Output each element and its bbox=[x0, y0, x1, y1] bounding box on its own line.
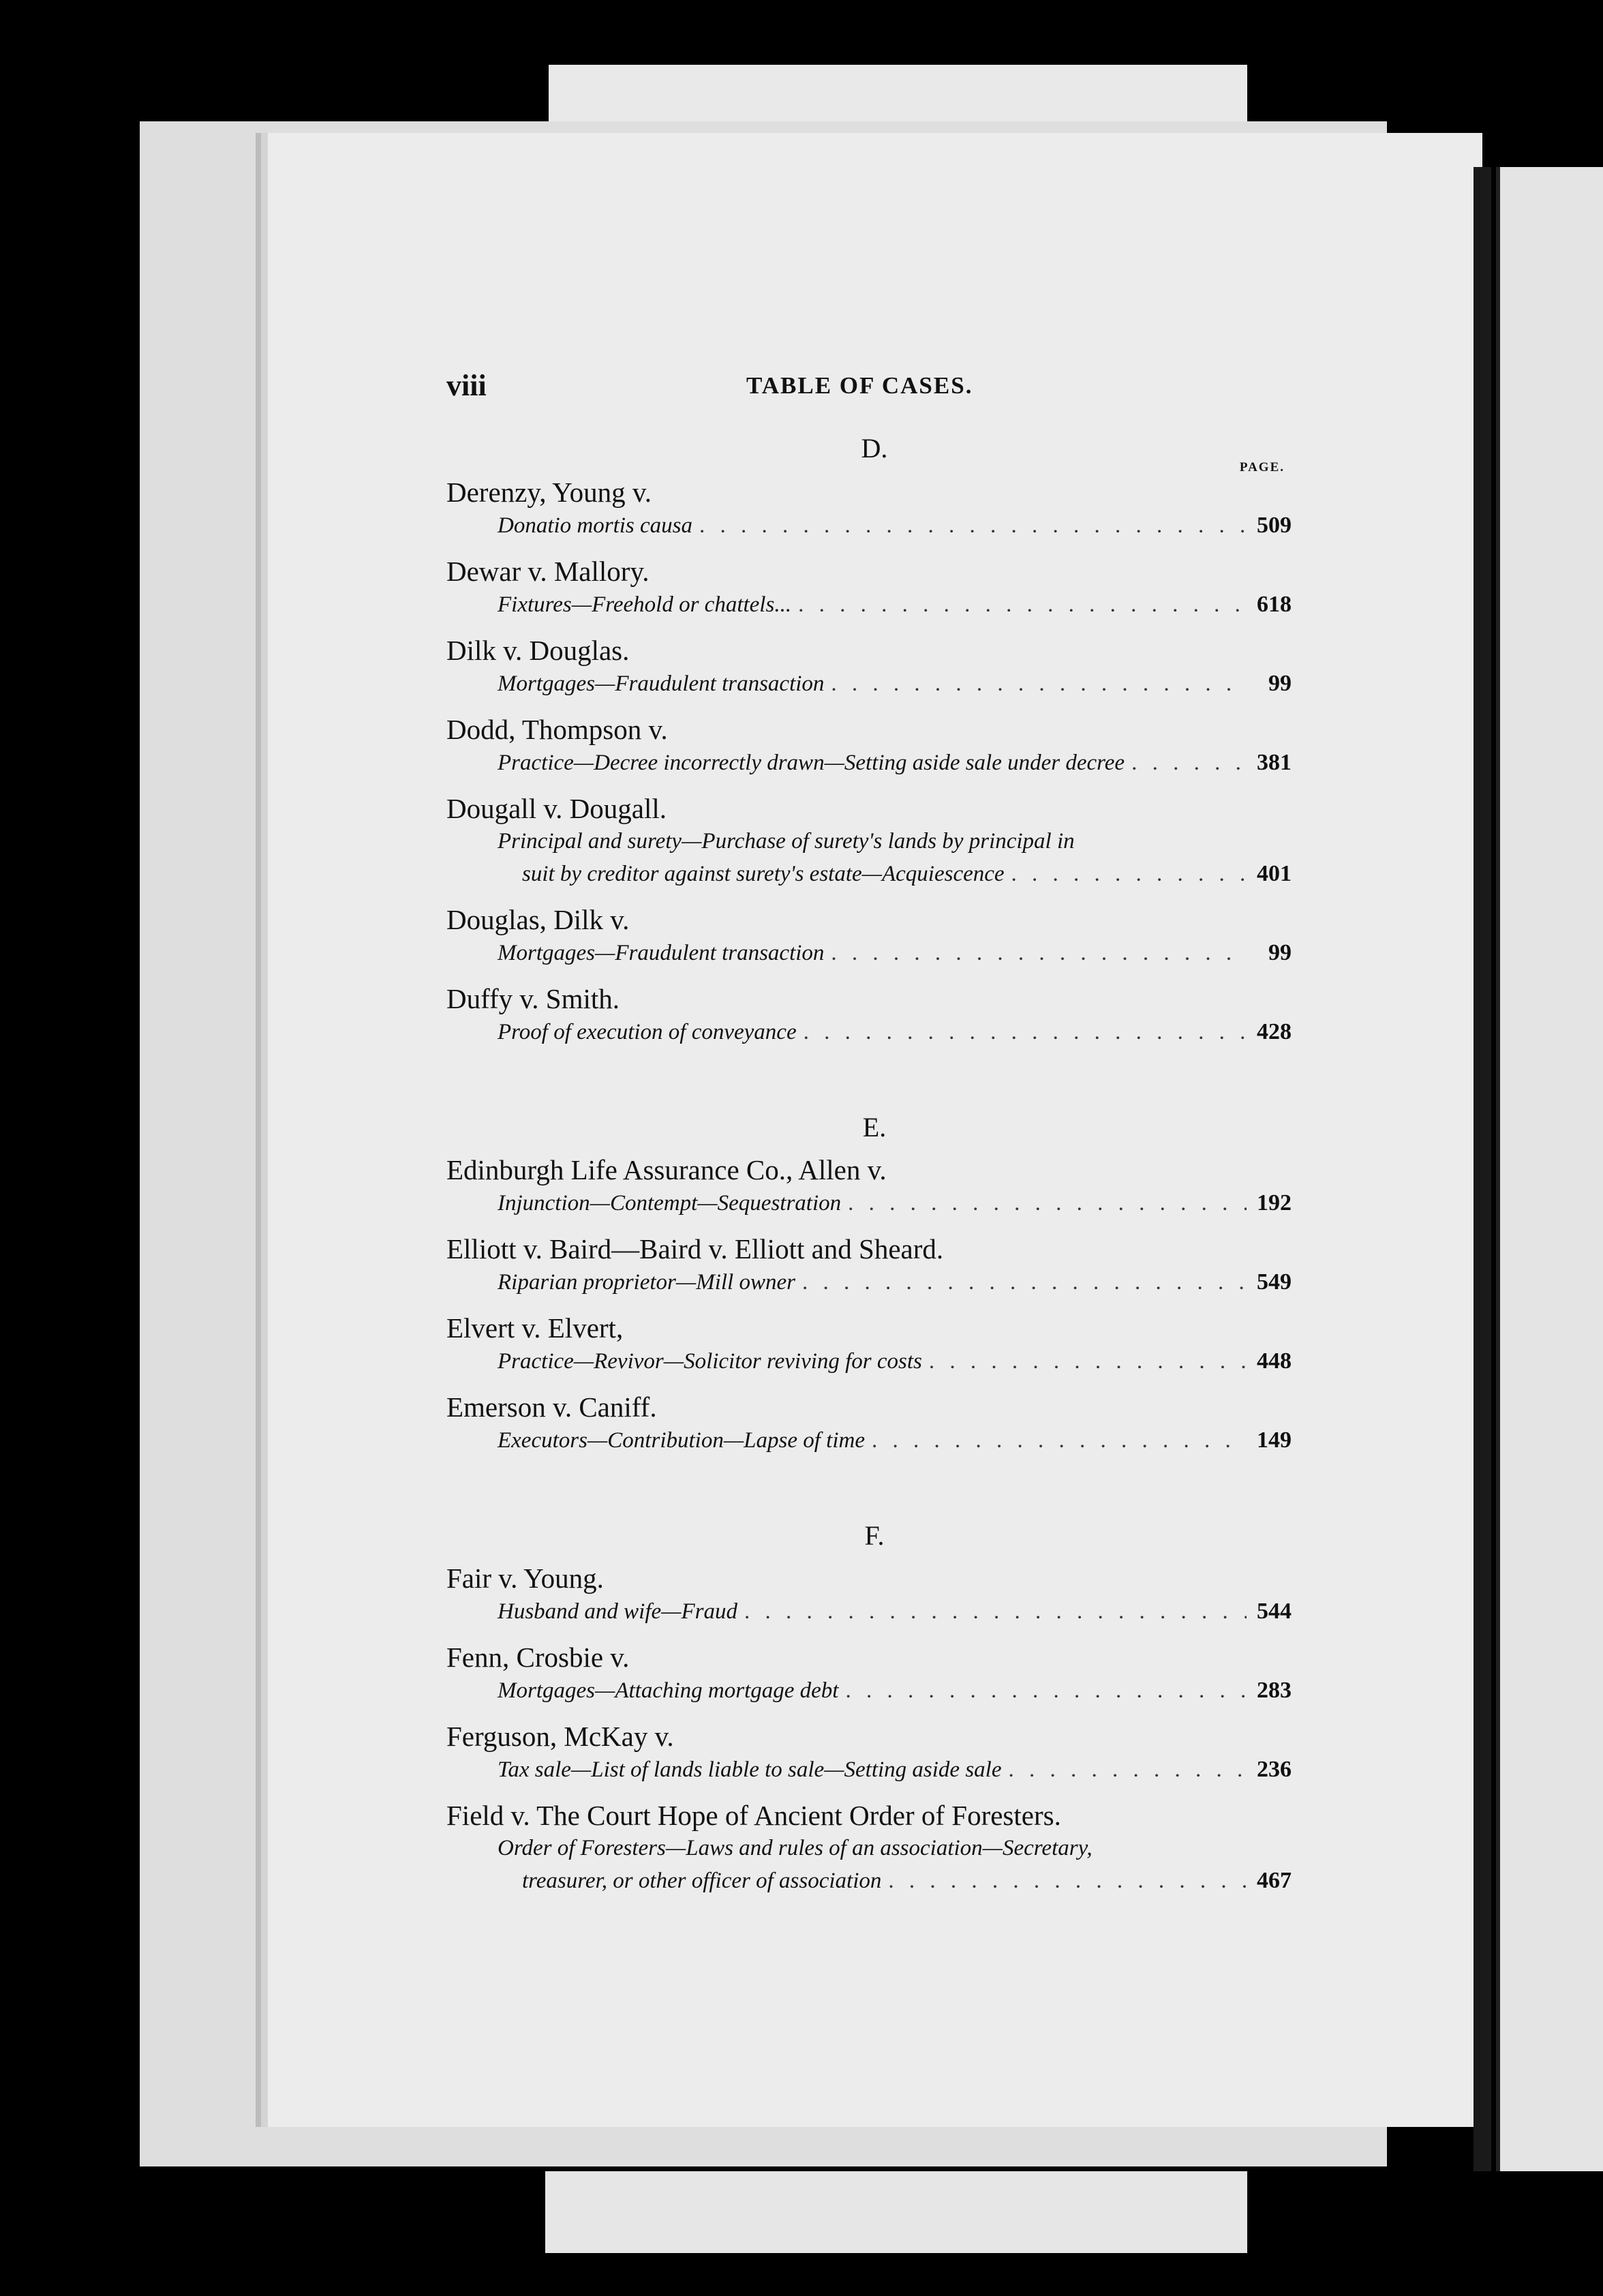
case-title: Emerson v. Caniff. bbox=[446, 1391, 657, 1423]
case-subject bbox=[446, 1674, 1292, 1719]
section-letter: E. bbox=[862, 1112, 887, 1143]
page-number: 467 bbox=[1257, 1868, 1292, 1893]
page-number: 448 bbox=[1257, 1348, 1292, 1374]
dot-leader bbox=[699, 510, 1247, 542]
case-entry bbox=[446, 903, 1292, 982]
section-letter: F. bbox=[864, 1520, 885, 1551]
case-subject bbox=[446, 1753, 1292, 1798]
subject-text: Tax sale—List of lands liable to sale—Setting aside sale bbox=[498, 1757, 1002, 1782]
case-entry bbox=[446, 1798, 1292, 1909]
case-title: Douglas, Dilk v. bbox=[446, 904, 630, 935]
page-gutter-shadow bbox=[1474, 167, 1491, 2171]
page-number: 381 bbox=[1257, 750, 1292, 775]
dot-leader bbox=[1008, 1754, 1247, 1786]
dot-leader bbox=[929, 1346, 1247, 1378]
subject-last-line bbox=[498, 1266, 1292, 1299]
dot-leader bbox=[831, 937, 1247, 969]
case-entry bbox=[446, 1390, 1292, 1469]
page-number: 618 bbox=[1257, 592, 1292, 617]
page-column-label: PAGE. bbox=[1239, 460, 1285, 474]
case-title: Dewar v. Mallory. bbox=[446, 556, 650, 587]
subject-text: Mortgages—Fraudulent transaction bbox=[498, 941, 825, 965]
subject-last-line bbox=[498, 1864, 1292, 1897]
dot-leader bbox=[845, 1675, 1247, 1707]
case-title: Fair v. Young. bbox=[446, 1562, 604, 1594]
case-title: Edinburgh Life Assurance Co., Allen v. bbox=[446, 1154, 887, 1185]
dot-leader bbox=[888, 1865, 1247, 1897]
subject-text: treasurer, or other officer of association bbox=[522, 1869, 882, 1893]
case-entry bbox=[446, 791, 1292, 903]
case-subject bbox=[446, 1187, 1292, 1232]
page-header bbox=[446, 368, 1292, 409]
page-number: 401 bbox=[1257, 861, 1292, 886]
case-subject bbox=[446, 667, 1292, 712]
case-entry bbox=[446, 982, 1292, 1061]
subject-text: Riparian proprietor—Mill owner bbox=[498, 1270, 795, 1295]
dot-leader bbox=[744, 1596, 1247, 1628]
subject-text: Mortgages—Attaching mortgage debt bbox=[498, 1678, 839, 1703]
case-entry bbox=[446, 475, 1292, 554]
subject-text: suit by creditor against surety's estate—Acquiescence bbox=[522, 862, 1005, 886]
case-entry bbox=[446, 1311, 1292, 1390]
case-title: Dodd, Thompson v. bbox=[446, 714, 668, 745]
subject-text: Practice—Revivor—Solicitor reviving for costs bbox=[498, 1349, 922, 1374]
page-number: 549 bbox=[1257, 1269, 1292, 1295]
table-of-cases bbox=[446, 368, 1292, 1937]
case-subject bbox=[446, 1345, 1292, 1390]
subject-last-line bbox=[498, 1674, 1292, 1707]
case-title: Dilk v. Douglas. bbox=[446, 635, 630, 666]
case-subject bbox=[446, 937, 1292, 982]
case-entry bbox=[446, 1153, 1292, 1232]
page-number: 99 bbox=[1268, 940, 1292, 965]
case-entry bbox=[446, 712, 1292, 791]
case-title: Duffy v. Smith. bbox=[446, 983, 620, 1014]
dot-leader bbox=[802, 1267, 1247, 1299]
case-entry bbox=[446, 554, 1292, 633]
case-subject bbox=[446, 1595, 1292, 1640]
subject-last-line bbox=[498, 858, 1292, 890]
subject-last-line bbox=[498, 1345, 1292, 1378]
case-entry bbox=[446, 633, 1292, 712]
case-title: Elvert v. Elvert, bbox=[446, 1312, 624, 1344]
dot-leader bbox=[831, 668, 1247, 700]
case-subject bbox=[446, 1832, 1292, 1909]
case-entry bbox=[446, 1561, 1292, 1640]
subject-last-line bbox=[498, 1424, 1292, 1457]
page-number: 428 bbox=[1257, 1019, 1292, 1044]
subject-last-line bbox=[498, 588, 1292, 621]
paper-tab-bottom bbox=[545, 2171, 1247, 2253]
subject-text: Injunction—Contempt—Sequestration bbox=[498, 1191, 842, 1215]
dot-leader bbox=[848, 1188, 1247, 1220]
subject-last-line bbox=[498, 746, 1292, 779]
case-subject bbox=[446, 588, 1292, 633]
case-subject bbox=[446, 1016, 1292, 1061]
subject-line: Order of Foresters—Laws and rules of an association—Secretary, bbox=[498, 1836, 1093, 1860]
case-title: Fenn, Crosbie v. bbox=[446, 1642, 630, 1673]
case-subject bbox=[446, 746, 1292, 791]
dot-leader bbox=[1131, 747, 1247, 779]
subject-last-line bbox=[498, 1595, 1292, 1628]
dot-leader bbox=[798, 589, 1247, 621]
dot-leader bbox=[872, 1425, 1247, 1457]
subject-text: Proof of execution of conveyance bbox=[498, 1020, 797, 1044]
page-number: 192 bbox=[1257, 1190, 1292, 1215]
subject-line: Principal and surety—Purchase of surety's lands by principal in bbox=[498, 829, 1075, 854]
sections-container bbox=[446, 432, 1292, 1937]
running-title: TABLE OF CASES. bbox=[746, 372, 973, 399]
case-title: Field v. The Court Hope of Ancient Order of Foresters. bbox=[446, 1800, 1061, 1831]
case-entry bbox=[446, 1640, 1292, 1719]
subject-last-line bbox=[498, 1016, 1292, 1048]
case-entry bbox=[446, 1232, 1292, 1311]
subject-text: Husband and wife—Fraud bbox=[498, 1599, 738, 1624]
subject-text: Fixtures—Freehold or chattels... bbox=[498, 592, 792, 617]
case-subject bbox=[446, 826, 1292, 903]
dot-leader bbox=[1011, 858, 1247, 890]
folio-number: viii bbox=[446, 369, 487, 402]
section-letter: D. bbox=[861, 433, 888, 464]
page-number: 283 bbox=[1257, 1678, 1292, 1703]
facing-page-edge bbox=[1496, 167, 1603, 2171]
subject-text: Mortgages—Fraudulent transaction bbox=[498, 671, 825, 696]
page-number: 149 bbox=[1257, 1428, 1292, 1453]
case-subject bbox=[446, 509, 1292, 554]
case-title: Dougall v. Dougall. bbox=[446, 793, 667, 824]
page-number: 99 bbox=[1268, 671, 1292, 696]
subject-last-line bbox=[498, 509, 1292, 542]
case-entry bbox=[446, 1719, 1292, 1798]
subject-text: Practice—Decree incorrectly drawn—Setting aside sale under decree bbox=[498, 751, 1125, 775]
case-title: Derenzy, Young v. bbox=[446, 477, 652, 508]
case-title: Ferguson, McKay v. bbox=[446, 1721, 674, 1752]
page-number: 509 bbox=[1257, 513, 1292, 538]
subject-text: Executors—Contribution—Lapse of time bbox=[498, 1428, 865, 1453]
subject-text: Donatio mortis causa bbox=[498, 513, 693, 538]
case-subject bbox=[446, 1424, 1292, 1469]
subject-last-line bbox=[498, 1753, 1292, 1786]
subject-last-line bbox=[498, 667, 1292, 700]
page-number: 236 bbox=[1257, 1757, 1292, 1782]
case-title: Elliott v. Baird—Baird v. Elliott and Sheard. bbox=[446, 1233, 944, 1265]
subject-last-line bbox=[498, 1187, 1292, 1220]
case-subject bbox=[446, 1266, 1292, 1311]
page-number: 544 bbox=[1257, 1599, 1292, 1624]
dot-leader bbox=[804, 1016, 1247, 1048]
subject-last-line bbox=[498, 937, 1292, 969]
